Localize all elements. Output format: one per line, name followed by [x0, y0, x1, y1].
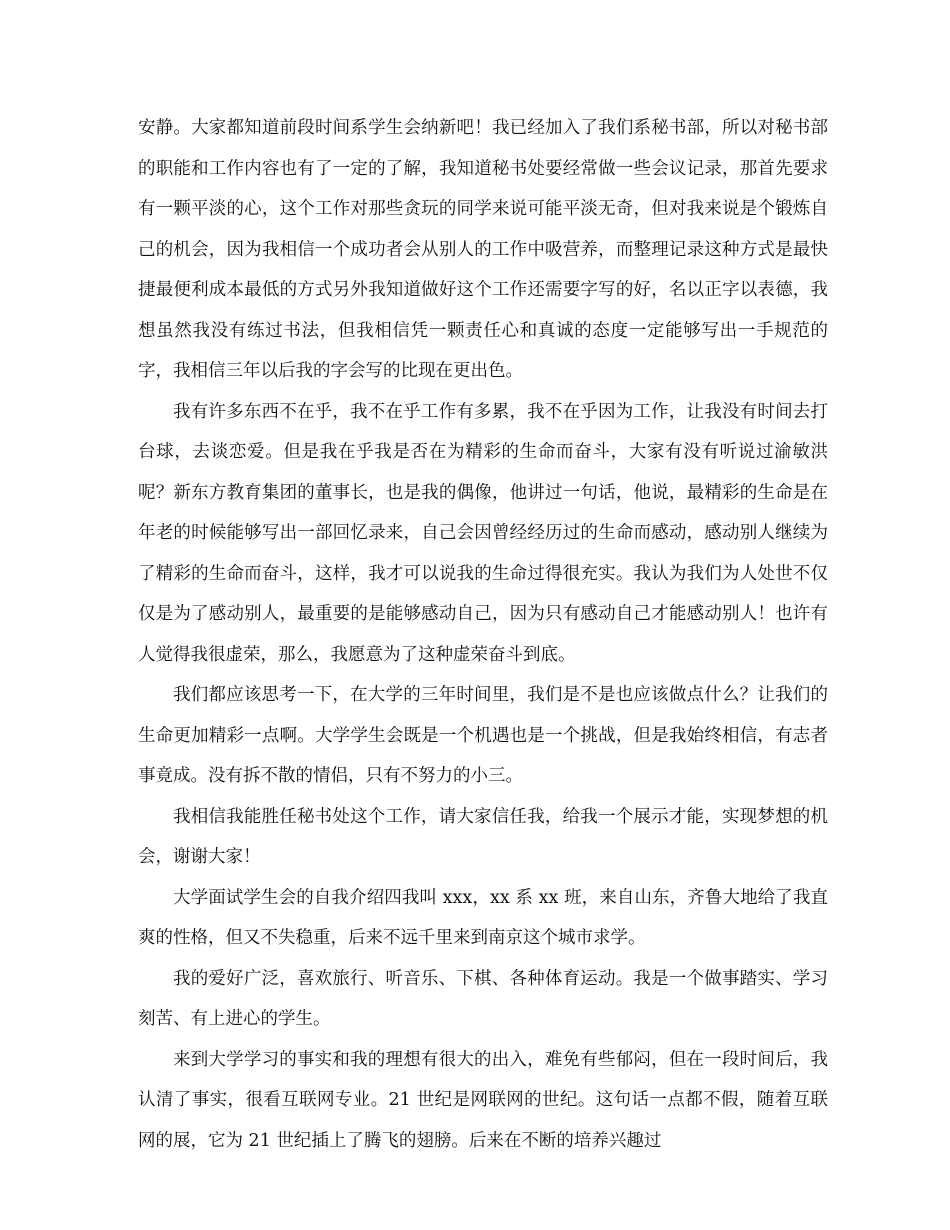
paragraph: 来到大学学习的事实和我的理想有很大的出入，难免有些郁闷，但在一段时间后，我认清了事实，很看互联网专业。21 世纪是网联网的世纪。这句话一点都不假，随着互联网的展，它为 21 世纪插上了腾飞的翅膀。后来在不断的培养兴趣过 [138, 1049, 828, 1151]
paragraph: 我相信我能胜任秘书处这个工作，请大家信任我，给我一个展示才能，实现梦想的机会，谢谢大家！ [138, 806, 828, 867]
paragraph: 我们都应该思考一下，在大学的三年时间里，我们是不是也应该做点什么？让我们的生命更加精彩一点啊。大学学生会既是一个机遇也是一个挑战，但是我始终相信，有志者事竟成。没有拆不散的情侣，只有不努力的小三。 [138, 685, 828, 786]
paragraph: 安静。大家都知道前段时间系学生会纳新吧！我已经加入了我们系秘书部，所以对秘书部的职能和工作内容也有了一定的了解，我知道秘书处要经常做一些会议记录，那首先要求有一颗平淡的心，这个工作对那些贪玩的同学来说可能平淡无奇，但对我来说是个锻炼自己的机会，因为我相信一个成功者会从别人的工作中吸营养，而整理记录这种方式是最快捷最便利成本最低的方式另外我知道做好这个工作还需要字写的好，名以正字以表德，我想虽然我没有练过书法，但我相信凭一颗责任心和真诚的态度一定能够写出一手规范的字，我相信三年以后我的字会写的比现在更出色。 [138, 118, 828, 381]
paragraph: 我有许多东西不在乎，我不在乎工作有多累，我不在乎因为工作，让我没有时间去打台球，去谈恋爱。但是我在乎我是否在为精彩的生命而奋斗，大家有没有听说过渝敏洪呢？新东方教育集团的董事长，也是我的偶像，他讲过一句话，他说，最精彩的生命是在年老的时候能够写出一部回忆录来，自己会因曾经经历过的生命而感动，感动别人继续为了精彩的生命而奋斗，这样，我才可以说我的生命过得很充实。我认为我们为人处世不仅仅是为了感动别人，最重要的是能够感动自己，因为只有感动自己才能感动别人！也许有人觉得我很虚荣，那么，我愿意为了这种虚荣奋斗到底。 [138, 401, 828, 665]
paragraph: 我的爱好广泛，喜欢旅行、听音乐、下棋、各种体育运动。我是一个做事踏实、学习刻苦、有上进心的学生。 [138, 968, 828, 1029]
document-body [138, 108, 828, 1161]
paragraph: 大学面试学生会的自我介绍四我叫 xxx，xx 系 xx 班，来自山东，齐鲁大地给了我直爽的性格，但又不失稳重，后来不远千里来到南京这个城市求学。 [138, 887, 828, 948]
